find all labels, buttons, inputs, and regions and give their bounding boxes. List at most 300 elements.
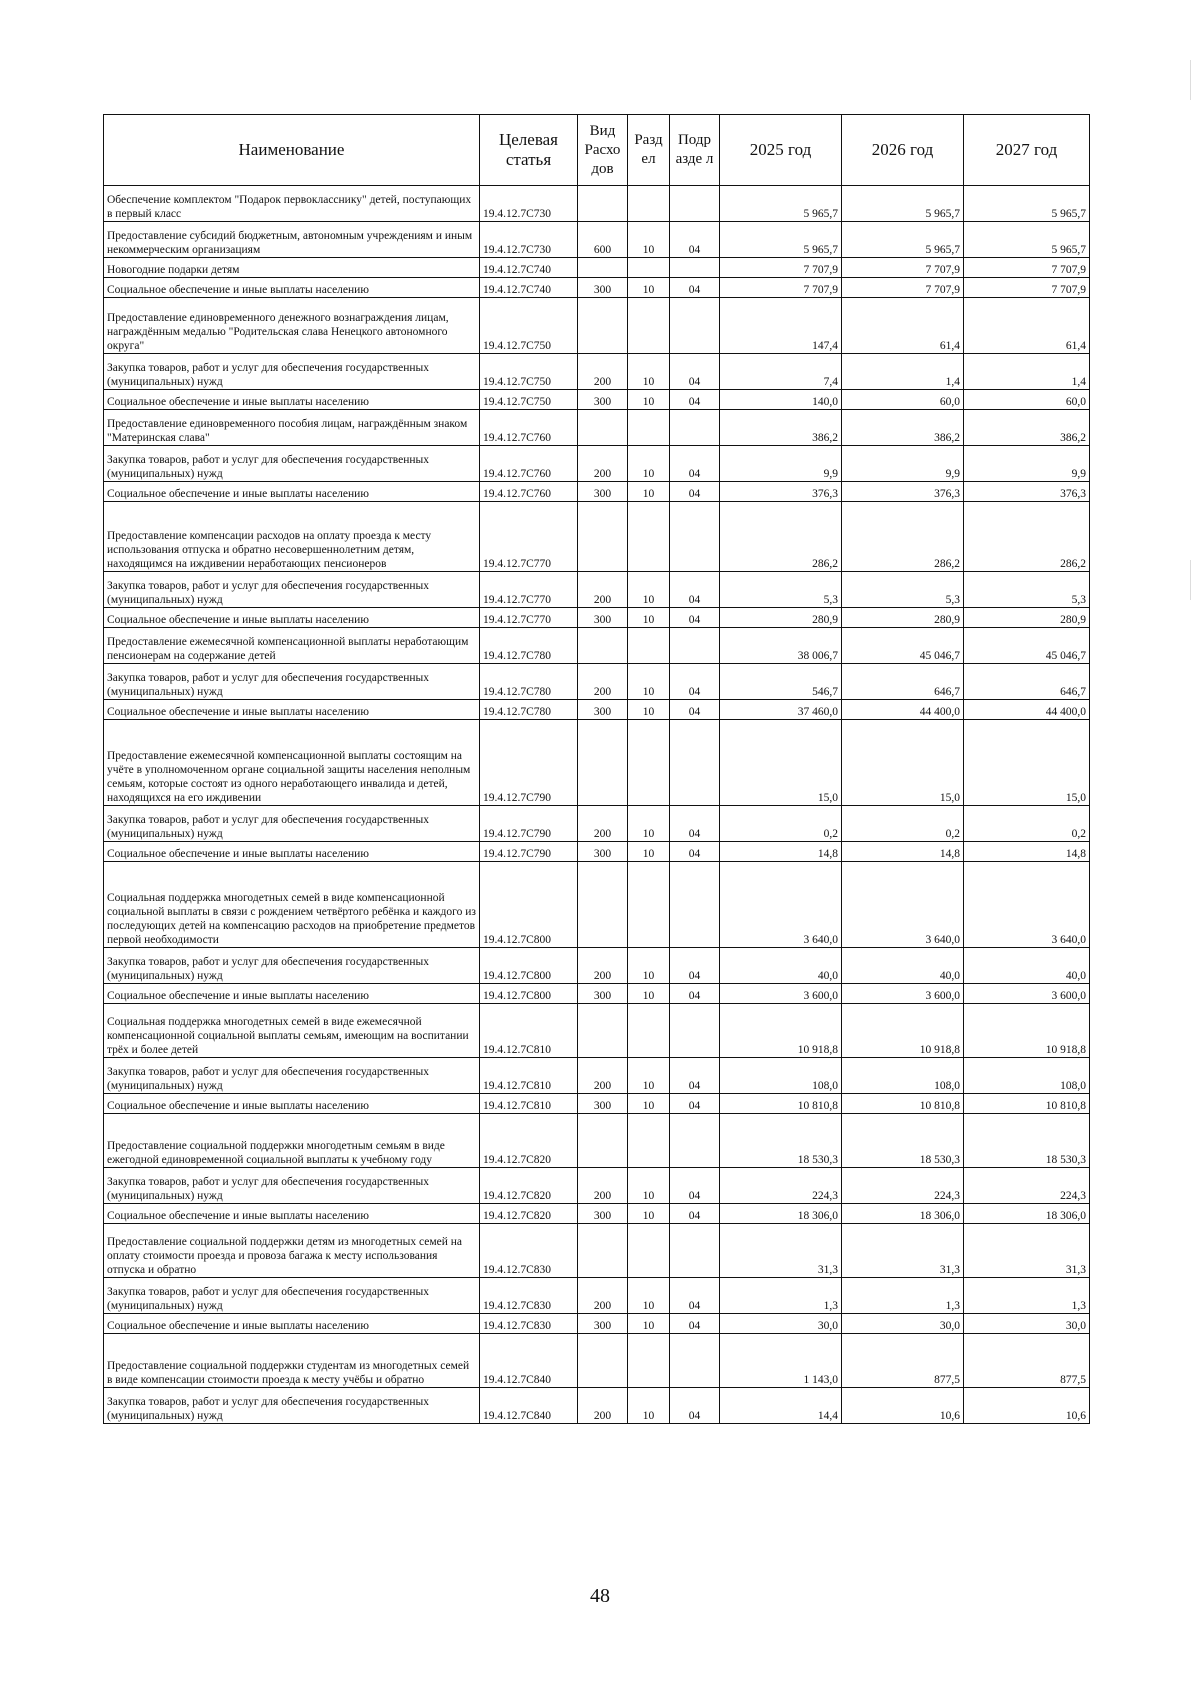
subsection	[670, 628, 720, 664]
expense-type: 300	[578, 1204, 628, 1224]
target-article: 19.4.12.7С840	[480, 1388, 578, 1424]
row-name: Предоставление социальной поддержки многодетным семьям в виде ежегодной единовременной социальной выплаты к учебному году	[104, 1114, 480, 1168]
subsection: 04	[670, 700, 720, 720]
amount-2026: 10 810,8	[842, 1094, 964, 1114]
amount-2027: 280,9	[964, 608, 1090, 628]
budget-table	[103, 114, 1090, 1424]
target-article: 19.4.12.7С800	[480, 984, 578, 1004]
expense-type: 200	[578, 948, 628, 984]
amount-2027: 286,2	[964, 502, 1090, 572]
table-row	[104, 948, 1090, 984]
amount-2025: 224,3	[720, 1168, 842, 1204]
expense-type: 200	[578, 806, 628, 842]
table-row	[104, 628, 1090, 664]
row-name: Социальное обеспечение и иные выплаты населению	[104, 1094, 480, 1114]
target-article: 19.4.12.7С810	[480, 1004, 578, 1058]
row-name: Социальное обеспечение и иные выплаты населению	[104, 608, 480, 628]
table-row	[104, 720, 1090, 806]
section: 10	[628, 1314, 670, 1334]
subsection: 04	[670, 446, 720, 482]
expense-type: 300	[578, 1094, 628, 1114]
amount-2025: 37 460,0	[720, 700, 842, 720]
amount-2025: 18 306,0	[720, 1204, 842, 1224]
section: 10	[628, 664, 670, 700]
amount-2025: 31,3	[720, 1224, 842, 1278]
amount-2026: 3 600,0	[842, 984, 964, 1004]
subsection: 04	[670, 948, 720, 984]
subsection: 04	[670, 984, 720, 1004]
amount-2026: 3 640,0	[842, 862, 964, 948]
target-article: 19.4.12.7С800	[480, 862, 578, 948]
table-row	[104, 482, 1090, 502]
subsection	[670, 298, 720, 354]
row-name: Социальное обеспечение и иные выплаты населению	[104, 842, 480, 862]
table-row	[104, 502, 1090, 572]
expense-type	[578, 1334, 628, 1388]
row-name: Закупка товаров, работ и услуг для обеспечения государственных (муниципальных) нужд	[104, 572, 480, 608]
amount-2026: 7 707,9	[842, 278, 964, 298]
expense-type	[578, 628, 628, 664]
scan-artifact	[1190, 560, 1191, 600]
expense-type: 300	[578, 482, 628, 502]
subsection	[670, 1224, 720, 1278]
amount-2027: 31,3	[964, 1224, 1090, 1278]
subsection	[670, 862, 720, 948]
amount-2027: 10 810,8	[964, 1094, 1090, 1114]
subsection	[670, 720, 720, 806]
expense-type: 200	[578, 1388, 628, 1424]
table-row	[104, 390, 1090, 410]
section	[628, 502, 670, 572]
target-article: 19.4.12.7С760	[480, 410, 578, 446]
row-name: Закупка товаров, работ и услуг для обеспечения государственных (муниципальных) нужд	[104, 446, 480, 482]
table-row	[104, 410, 1090, 446]
amount-2026: 286,2	[842, 502, 964, 572]
expense-type	[578, 258, 628, 278]
table-row	[104, 1168, 1090, 1204]
table-header-row	[104, 115, 1090, 186]
amount-2027: 40,0	[964, 948, 1090, 984]
subsection: 04	[670, 608, 720, 628]
section	[628, 258, 670, 278]
amount-2025: 376,3	[720, 482, 842, 502]
amount-2026: 376,3	[842, 482, 964, 502]
amount-2026: 877,5	[842, 1334, 964, 1388]
row-name: Социальное обеспечение и иные выплаты населению	[104, 700, 480, 720]
target-article: 19.4.12.7С790	[480, 720, 578, 806]
amount-2025: 3 600,0	[720, 984, 842, 1004]
amount-2025: 30,0	[720, 1314, 842, 1334]
target-article: 19.4.12.7С820	[480, 1114, 578, 1168]
section: 10	[628, 948, 670, 984]
row-name: Предоставление субсидий бюджетным, автономным учреждениям и иным некоммерческим организациям	[104, 222, 480, 258]
amount-2026: 10 918,8	[842, 1004, 964, 1058]
row-name: Социальное обеспечение и иные выплаты населению	[104, 1314, 480, 1334]
section	[628, 1004, 670, 1058]
subsection	[670, 1004, 720, 1058]
subsection: 04	[670, 842, 720, 862]
section	[628, 1334, 670, 1388]
row-name: Предоставление единовременного пособия лицам, награждённым знаком "Материнская слава"	[104, 410, 480, 446]
section: 10	[628, 608, 670, 628]
row-name: Закупка товаров, работ и услуг для обеспечения государственных (муниципальных) нужд	[104, 1278, 480, 1314]
amount-2026: 5 965,7	[842, 186, 964, 222]
header-subsection: Подр азде л	[670, 115, 720, 186]
expense-type: 300	[578, 984, 628, 1004]
amount-2027: 3 640,0	[964, 862, 1090, 948]
expense-type: 200	[578, 664, 628, 700]
subsection	[670, 1334, 720, 1388]
target-article: 19.4.12.7С830	[480, 1278, 578, 1314]
target-article: 19.4.12.7С790	[480, 842, 578, 862]
amount-2026: 224,3	[842, 1168, 964, 1204]
header-target-article: Целевая статья	[480, 115, 578, 186]
row-name: Социальное обеспечение и иные выплаты населению	[104, 1204, 480, 1224]
row-name: Закупка товаров, работ и услуг для обеспечения государственных (муниципальных) нужд	[104, 948, 480, 984]
row-name: Закупка товаров, работ и услуг для обеспечения государственных (муниципальных) нужд	[104, 806, 480, 842]
section	[628, 1224, 670, 1278]
amount-2025: 0,2	[720, 806, 842, 842]
subsection: 04	[670, 664, 720, 700]
row-name: Закупка товаров, работ и услуг для обеспечения государственных (муниципальных) нужд	[104, 1058, 480, 1094]
amount-2025: 14,8	[720, 842, 842, 862]
amount-2025: 546,7	[720, 664, 842, 700]
header-expense-type: Вид Расхо дов	[578, 115, 628, 186]
section: 10	[628, 1094, 670, 1114]
table-row	[104, 354, 1090, 390]
row-name: Предоставление социальной поддержки студентам из многодетных семей в виде компенсации стоимости проезда к месту учёбы и обратно	[104, 1334, 480, 1388]
target-article: 19.4.12.7С750	[480, 390, 578, 410]
subsection	[670, 502, 720, 572]
amount-2025: 108,0	[720, 1058, 842, 1094]
subsection: 04	[670, 1204, 720, 1224]
table-row	[104, 1204, 1090, 1224]
amount-2026: 45 046,7	[842, 628, 964, 664]
expense-type: 200	[578, 1278, 628, 1314]
subsection: 04	[670, 1388, 720, 1424]
table-row	[104, 446, 1090, 482]
amount-2026: 14,8	[842, 842, 964, 862]
table-row	[104, 842, 1090, 862]
section	[628, 1114, 670, 1168]
row-name: Предоставление ежемесячной компенсационной выплаты неработающим пенсионерам на содержание детей	[104, 628, 480, 664]
expense-type: 600	[578, 222, 628, 258]
target-article: 19.4.12.7С840	[480, 1334, 578, 1388]
header-name: Наименование	[104, 115, 480, 186]
amount-2025: 14,4	[720, 1388, 842, 1424]
target-article: 19.4.12.7С780	[480, 700, 578, 720]
amount-2027: 386,2	[964, 410, 1090, 446]
amount-2026: 18 306,0	[842, 1204, 964, 1224]
expense-type: 200	[578, 572, 628, 608]
subsection	[670, 258, 720, 278]
amount-2027: 108,0	[964, 1058, 1090, 1094]
row-name: Обеспечение комплектом "Подарок первокласснику" детей, поступающих в первый класс	[104, 186, 480, 222]
amount-2027: 877,5	[964, 1334, 1090, 1388]
amount-2027: 7 707,9	[964, 258, 1090, 278]
row-name: Социальное обеспечение и иные выплаты населению	[104, 482, 480, 502]
amount-2026: 30,0	[842, 1314, 964, 1334]
table-row	[104, 664, 1090, 700]
expense-type: 200	[578, 1058, 628, 1094]
amount-2026: 15,0	[842, 720, 964, 806]
amount-2027: 5 965,7	[964, 186, 1090, 222]
amount-2026: 60,0	[842, 390, 964, 410]
subsection: 04	[670, 1314, 720, 1334]
header-year-2027: 2027 год	[964, 115, 1090, 186]
target-article: 19.4.12.7С790	[480, 806, 578, 842]
table-row	[104, 1334, 1090, 1388]
target-article: 19.4.12.7С740	[480, 278, 578, 298]
section: 10	[628, 390, 670, 410]
amount-2026: 9,9	[842, 446, 964, 482]
subsection: 04	[670, 222, 720, 258]
amount-2026: 31,3	[842, 1224, 964, 1278]
row-name: Социальное обеспечение и иные выплаты населению	[104, 278, 480, 298]
amount-2027: 15,0	[964, 720, 1090, 806]
expense-type	[578, 186, 628, 222]
table-row	[104, 1058, 1090, 1094]
table-row	[104, 1314, 1090, 1334]
subsection: 04	[670, 1094, 720, 1114]
amount-2026: 1,4	[842, 354, 964, 390]
expense-type: 300	[578, 842, 628, 862]
amount-2025: 10 810,8	[720, 1094, 842, 1114]
amount-2025: 386,2	[720, 410, 842, 446]
subsection: 04	[670, 1168, 720, 1204]
section	[628, 186, 670, 222]
section	[628, 298, 670, 354]
section: 10	[628, 806, 670, 842]
row-name: Предоставление социальной поддержки детям из многодетных семей на оплату стоимости проезда и провоза багажа к месту использования отпуска и обратно	[104, 1224, 480, 1278]
amount-2026: 280,9	[842, 608, 964, 628]
amount-2025: 280,9	[720, 608, 842, 628]
amount-2027: 5,3	[964, 572, 1090, 608]
target-article: 19.4.12.7С810	[480, 1058, 578, 1094]
expense-type	[578, 298, 628, 354]
amount-2026: 40,0	[842, 948, 964, 984]
amount-2027: 30,0	[964, 1314, 1090, 1334]
subsection: 04	[670, 390, 720, 410]
expense-type: 200	[578, 446, 628, 482]
amount-2025: 147,4	[720, 298, 842, 354]
section: 10	[628, 984, 670, 1004]
table-row	[104, 862, 1090, 948]
table-row	[104, 1114, 1090, 1168]
target-article: 19.4.12.7С740	[480, 258, 578, 278]
amount-2025: 10 918,8	[720, 1004, 842, 1058]
target-article: 19.4.12.7С730	[480, 222, 578, 258]
amount-2027: 60,0	[964, 390, 1090, 410]
table-row	[104, 700, 1090, 720]
amount-2025: 18 530,3	[720, 1114, 842, 1168]
expense-type	[578, 862, 628, 948]
table-row	[104, 278, 1090, 298]
amount-2027: 3 600,0	[964, 984, 1090, 1004]
amount-2026: 0,2	[842, 806, 964, 842]
target-article: 19.4.12.7С780	[480, 664, 578, 700]
section: 10	[628, 572, 670, 608]
amount-2027: 1,3	[964, 1278, 1090, 1314]
scan-artifact	[1190, 60, 1191, 100]
amount-2026: 5 965,7	[842, 222, 964, 258]
table-row	[104, 1224, 1090, 1278]
subsection	[670, 410, 720, 446]
amount-2026: 386,2	[842, 410, 964, 446]
section: 10	[628, 354, 670, 390]
amount-2025: 7 707,9	[720, 258, 842, 278]
amount-2025: 5,3	[720, 572, 842, 608]
section: 10	[628, 1278, 670, 1314]
target-article: 19.4.12.7С750	[480, 354, 578, 390]
amount-2025: 9,9	[720, 446, 842, 482]
row-name: Предоставление компенсации расходов на оплату проезда к месту использования отпуска и обратно несовершеннолетним детям, находящимся на иждивении неработающих пенсионеров	[104, 502, 480, 572]
section	[628, 410, 670, 446]
amount-2027: 10 918,8	[964, 1004, 1090, 1058]
amount-2026: 1,3	[842, 1278, 964, 1314]
row-name: Новогодние подарки детям	[104, 258, 480, 278]
table-row	[104, 222, 1090, 258]
target-article: 19.4.12.7С800	[480, 948, 578, 984]
amount-2025: 1 143,0	[720, 1334, 842, 1388]
header-section: Разд ел	[628, 115, 670, 186]
amount-2026: 108,0	[842, 1058, 964, 1094]
amount-2025: 7,4	[720, 354, 842, 390]
amount-2025: 3 640,0	[720, 862, 842, 948]
amount-2027: 44 400,0	[964, 700, 1090, 720]
amount-2025: 286,2	[720, 502, 842, 572]
amount-2025: 38 006,7	[720, 628, 842, 664]
table-row	[104, 1278, 1090, 1314]
expense-type	[578, 1114, 628, 1168]
target-article: 19.4.12.7С820	[480, 1168, 578, 1204]
table-row	[104, 258, 1090, 278]
amount-2025: 15,0	[720, 720, 842, 806]
amount-2027: 10,6	[964, 1388, 1090, 1424]
amount-2026: 5,3	[842, 572, 964, 608]
row-name: Закупка товаров, работ и услуг для обеспечения государственных (муниципальных) нужд	[104, 354, 480, 390]
row-name: Социальное обеспечение и иные выплаты населению	[104, 984, 480, 1004]
expense-type: 300	[578, 608, 628, 628]
table-row	[104, 186, 1090, 222]
table-row	[104, 806, 1090, 842]
page-number: 48	[590, 1585, 610, 1607]
section: 10	[628, 842, 670, 862]
amount-2027: 61,4	[964, 298, 1090, 354]
row-name: Закупка товаров, работ и услуг для обеспечения государственных (муниципальных) нужд	[104, 1168, 480, 1204]
amount-2026: 646,7	[842, 664, 964, 700]
amount-2027: 45 046,7	[964, 628, 1090, 664]
subsection: 04	[670, 482, 720, 502]
amount-2027: 224,3	[964, 1168, 1090, 1204]
amount-2026: 18 530,3	[842, 1114, 964, 1168]
amount-2027: 0,2	[964, 806, 1090, 842]
section: 10	[628, 482, 670, 502]
target-article: 19.4.12.7С810	[480, 1094, 578, 1114]
row-name: Социальная поддержка многодетных семей в виде ежемесячной компенсационной социальной выплаты семьям, имеющим на воспитании трёх и более детей	[104, 1004, 480, 1058]
amount-2026: 61,4	[842, 298, 964, 354]
amount-2025: 40,0	[720, 948, 842, 984]
amount-2027: 5 965,7	[964, 222, 1090, 258]
table-row	[104, 1388, 1090, 1424]
row-name: Закупка товаров, работ и услуг для обеспечения государственных (муниципальных) нужд	[104, 1388, 480, 1424]
header-year-2026: 2026 год	[842, 115, 964, 186]
amount-2027: 18 530,3	[964, 1114, 1090, 1168]
target-article: 19.4.12.7С770	[480, 502, 578, 572]
amount-2026: 44 400,0	[842, 700, 964, 720]
subsection: 04	[670, 354, 720, 390]
section	[628, 862, 670, 948]
table-row	[104, 984, 1090, 1004]
amount-2027: 7 707,9	[964, 278, 1090, 298]
subsection: 04	[670, 806, 720, 842]
expense-type	[578, 1224, 628, 1278]
amount-2027: 14,8	[964, 842, 1090, 862]
subsection: 04	[670, 1278, 720, 1314]
section	[628, 628, 670, 664]
expense-type	[578, 410, 628, 446]
target-article: 19.4.12.7С770	[480, 572, 578, 608]
amount-2027: 1,4	[964, 354, 1090, 390]
expense-type: 200	[578, 1168, 628, 1204]
expense-type	[578, 720, 628, 806]
row-name: Предоставление ежемесячной компенсационной выплаты состоящим на учёте в уполномоченном органе социальной защиты населения неполным семьям, которые состоят из одного неработающего инвалида и детей, находящихся на его иждивении	[104, 720, 480, 806]
expense-type: 300	[578, 1314, 628, 1334]
amount-2026: 10,6	[842, 1388, 964, 1424]
target-article: 19.4.12.7С830	[480, 1224, 578, 1278]
target-article: 19.4.12.7С760	[480, 482, 578, 502]
expense-type: 300	[578, 700, 628, 720]
subsection	[670, 1114, 720, 1168]
section: 10	[628, 446, 670, 482]
row-name: Предоставление единовременного денежного вознаграждения лицам, награждённым медалью "Родительская слава Ненецкого автономного округа"	[104, 298, 480, 354]
target-article: 19.4.12.7С760	[480, 446, 578, 482]
table-body	[104, 186, 1090, 1424]
amount-2027: 9,9	[964, 446, 1090, 482]
expense-type	[578, 1004, 628, 1058]
table-row	[104, 608, 1090, 628]
table-row	[104, 1094, 1090, 1114]
amount-2025: 7 707,9	[720, 278, 842, 298]
section: 10	[628, 222, 670, 258]
subsection	[670, 186, 720, 222]
amount-2026: 7 707,9	[842, 258, 964, 278]
expense-type: 300	[578, 390, 628, 410]
row-name: Социальное обеспечение и иные выплаты населению	[104, 390, 480, 410]
table-row	[104, 572, 1090, 608]
row-name: Социальная поддержка многодетных семей в виде компенсационной социальной выплаты в связи с рождением четвёртого ребёнка и каждого из последующих детей на компенсацию расходов на приобретение предметов первой необходимости	[104, 862, 480, 948]
target-article: 19.4.12.7С830	[480, 1314, 578, 1334]
subsection: 04	[670, 572, 720, 608]
row-name: Закупка товаров, работ и услуг для обеспечения государственных (муниципальных) нужд	[104, 664, 480, 700]
target-article: 19.4.12.7С770	[480, 608, 578, 628]
amount-2027: 376,3	[964, 482, 1090, 502]
target-article: 19.4.12.7С780	[480, 628, 578, 664]
section: 10	[628, 1168, 670, 1204]
section	[628, 720, 670, 806]
amount-2027: 646,7	[964, 664, 1090, 700]
section: 10	[628, 700, 670, 720]
expense-type: 300	[578, 278, 628, 298]
amount-2027: 18 306,0	[964, 1204, 1090, 1224]
amount-2025: 1,3	[720, 1278, 842, 1314]
section: 10	[628, 278, 670, 298]
expense-type: 200	[578, 354, 628, 390]
section: 10	[628, 1058, 670, 1094]
section: 10	[628, 1388, 670, 1424]
amount-2025: 5 965,7	[720, 222, 842, 258]
subsection: 04	[670, 1058, 720, 1094]
